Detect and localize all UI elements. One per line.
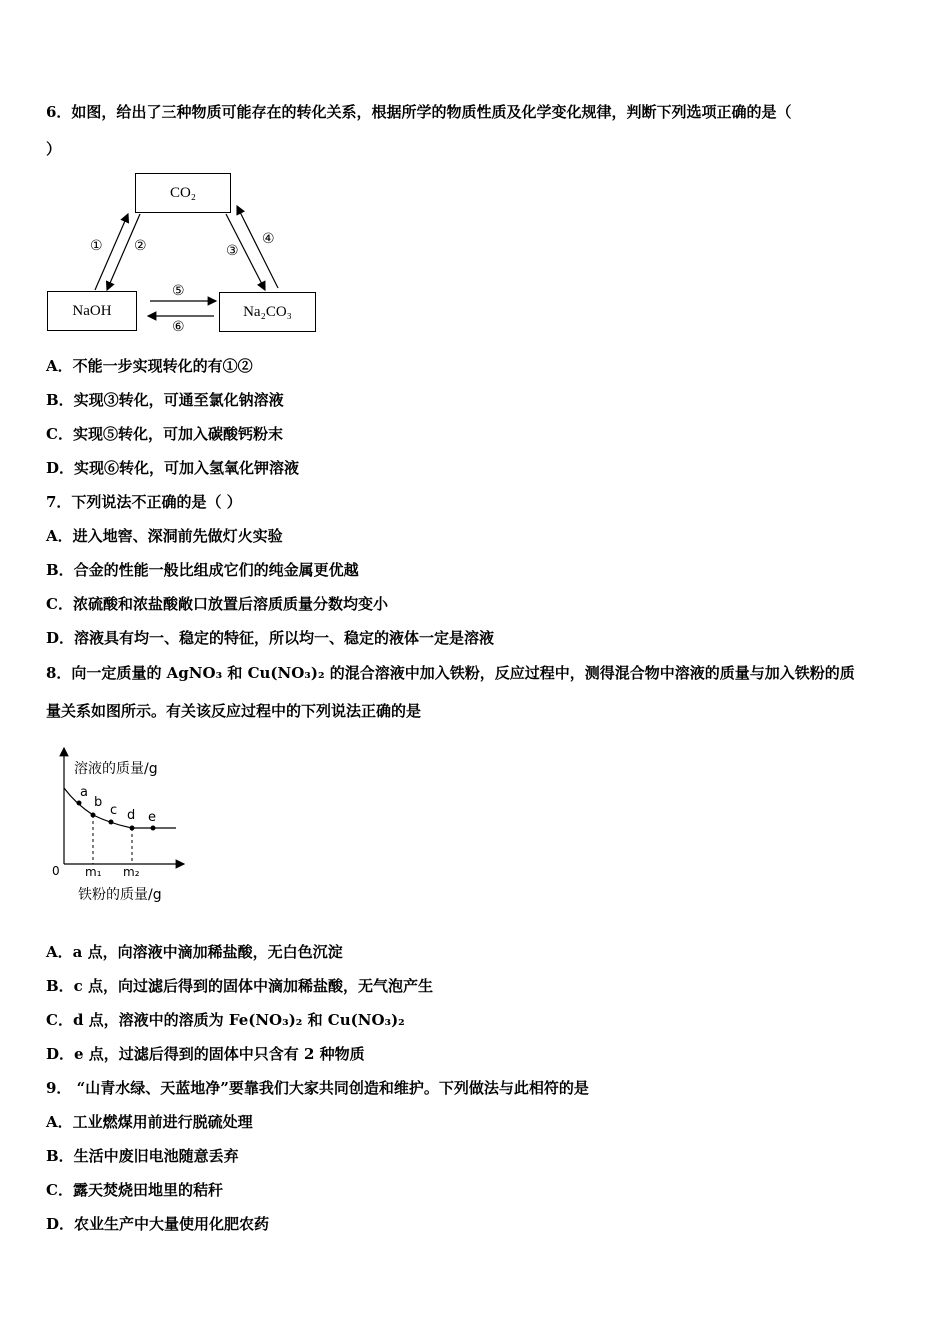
naoh-box: NaOH: [47, 291, 137, 331]
point-e-label: e: [148, 810, 156, 825]
point-d-label: d: [127, 808, 136, 823]
q9-option-b: B．生活中废旧电池随意丢弃: [46, 1147, 239, 1165]
point-b-label: b: [94, 795, 103, 810]
q8-stem-line2: 量关系如图所示。有关该反应过程中的下列说法正确的是: [46, 702, 422, 720]
point-c-label: c: [110, 803, 118, 818]
q9-option-d: D．农业生产中大量使用化肥农药: [46, 1215, 270, 1233]
point-c: [109, 820, 114, 825]
q9-option-a: A．工业燃煤用前进行脱硫处理: [46, 1113, 253, 1131]
origin-label: 0: [52, 864, 60, 878]
label-6: ⑥: [172, 319, 185, 335]
q8-option-d: D．e 点，过滤后得到的固体中只含有 2 种物质: [46, 1045, 365, 1063]
point-a: [77, 801, 82, 806]
q6-conversion-diagram: [40, 168, 330, 343]
m2-label: m₂: [123, 865, 140, 879]
y-axis-label: 溶液的质量/g: [74, 761, 158, 777]
label-3: ③: [226, 243, 239, 259]
point-b: [91, 813, 96, 818]
q8-stem-line1: 8．向一定质量的 AgNO₃ 和 Cu(NO₃)₂ 的混合溶液中加入铁粉，反应过程中，测得混合物中溶液的质量与加入铁粉的质: [46, 664, 855, 682]
q6-option-b: B．实现③转化，可通至氯化钠溶液: [46, 391, 284, 409]
point-d: [130, 826, 135, 831]
x-axis-label: 铁粉的质量/g: [78, 887, 162, 903]
q8-option-b: B．c 点，向过滤后得到的固体中滴加稀盐酸，无气泡产生: [46, 977, 434, 995]
q6-stem-line2: ）: [46, 140, 62, 158]
q8-option-a: A．a 点，向溶液中滴加稀盐酸，无白色沉淀: [46, 943, 343, 961]
q9-stem: 9． “山青水绿、天蓝地净”要靠我们大家共同创造和维护。下列做法与此相符的是: [46, 1079, 589, 1097]
point-e: [151, 826, 156, 831]
q7-option-c: C．浓硫酸和浓盐酸敞口放置后溶质质量分数均变小: [46, 595, 388, 613]
m1-label: m₁: [85, 865, 102, 879]
label-5: ⑤: [172, 283, 185, 299]
q8-mass-graph: [46, 742, 206, 912]
label-1: ①: [90, 238, 103, 254]
co2-box: CO₂: [135, 173, 231, 213]
q6-option-c: C．实现⑤转化，可加入碳酸钙粉末: [46, 425, 283, 443]
q7-option-d: D．溶液具有均一、稳定的特征，所以均一、稳定的液体一定是溶液: [46, 629, 495, 647]
q6-stem-line1: 6．如图，给出了三种物质可能存在的转化关系，根据所学的物质性质及化学变化规律，判断下列选项正确的是（: [46, 103, 792, 121]
na2co3-box: Na₂CO₃: [219, 292, 316, 332]
label-4: ④: [262, 231, 275, 247]
q9-option-c: C．露天焚烧田地里的秸秆: [46, 1181, 223, 1199]
q6-option-a: A．不能一步实现转化的有①②: [46, 357, 253, 375]
point-a-label: a: [80, 785, 88, 800]
q7-option-b: B．合金的性能一般比组成它们的纯金属更优越: [46, 561, 359, 579]
q7-option-a: A．进入地窖、深洞前先做灯火实验: [46, 527, 283, 545]
q7-stem: 7．下列说法不正确的是（ ）: [46, 493, 242, 511]
label-2: ②: [134, 238, 147, 254]
q8-option-c: C．d 点，溶液中的溶质为 Fe(NO₃)₂ 和 Cu(NO₃)₂: [46, 1011, 405, 1029]
q6-option-d: D．实现⑥转化，可加入氢氧化钾溶液: [46, 459, 300, 477]
